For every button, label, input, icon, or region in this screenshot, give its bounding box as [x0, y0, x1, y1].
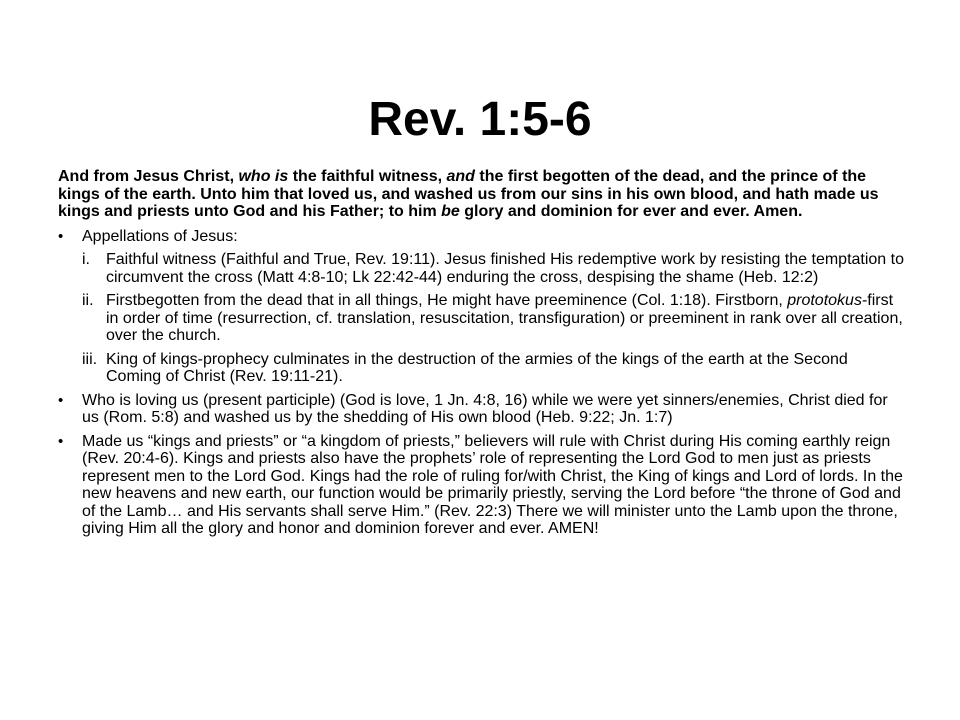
bullet-dot-icon: •: [58, 227, 64, 245]
appellation-item: [82, 292, 904, 345]
scripture-verse: [58, 168, 904, 221]
item-number: ii.: [82, 292, 94, 309]
appellation-item: [82, 251, 904, 286]
bullet-text: Who is loving us (present participle) (God is love, 1 Jn. 4:8, 16) while we were yet sinners/enemies, Christ died for us (Rom. 5:8) and washed us by the shedding of His own blood (Heb. 9:22; Jn. 1:7): [82, 391, 888, 426]
bullet-list: [58, 228, 904, 538]
verse-text: And from Jesus Christ,: [58, 168, 239, 185]
item-number: iii.: [82, 350, 98, 368]
verse-text: the first begotten of the dead, and the prince of the kings of the earth. Unto him that loved us, and washed us from our sins in his own blood, and hath made us kings and priests unto God and his Father; to him: [58, 168, 879, 220]
item-number: i.: [82, 251, 90, 268]
item-text: Faithful witness (Faithful and True, Rev. 19:11). Jesus finished His redemptive work by resisting the temptation to circumvent the cross (Matt 4:8-10; Lk 22:42-44) enduring the cross, despising the shame (Heb. 12:2): [106, 251, 904, 286]
bullet-dot-icon: •: [58, 391, 64, 409]
item-text: -first in order of time (resurrection, cf. translation, resuscitation, transfiguration) or preeminent in rank over all creation, over the church.: [106, 292, 903, 344]
item-italic: prototokus: [787, 292, 862, 309]
slide-content: [58, 168, 904, 544]
appellations-list: [82, 251, 904, 386]
bullet-kings-priests: [58, 433, 904, 538]
slide-title: Rev. 1:5-6: [368, 93, 592, 147]
appellation-item: [82, 351, 904, 386]
item-text: Firstbegotten from the dead that in all things, He might have preeminence (Col. 1:18). Firstborn,: [106, 292, 788, 309]
bullet-text: Appellations of Jesus:: [82, 227, 238, 245]
verse-text: glory and dominion for ever and ever. Amen.: [459, 203, 803, 220]
bullet-loving-us: [58, 392, 904, 427]
verse-italic: and: [446, 168, 475, 185]
item-text: King of kings-prophecy culminates in the destruction of the armies of the kings of the earth at the Second Coming of Christ (Rev. 19:11-21).: [106, 350, 848, 385]
verse-italic: be: [441, 203, 460, 220]
verse-text: the faithful witness,: [288, 168, 447, 185]
bullet-dot-icon: •: [58, 432, 64, 450]
bullet-text: Made us “kings and priests” or “a kingdom of priests,” believers will rule with Christ during His coming earthly reign (Rev. 20:4-6). Kings and priests also have the prophets’ role of representing the Lord God to men just as priests represent men to the Lord God. Kings had the role of ruling for/with Christ, the King of kings and Lord of lords. In the new heavens and new earth, our function would be primarily priestly, serving the Lord before “the throne of God and of the Lamb… and His servants shall serve Him.” (Rev. 22:3) There we will minister unto the Lamb upon the throne, giving Him all the glory and honor and dominion forever and ever. AMEN!: [82, 432, 903, 537]
verse-italic: who is: [238, 168, 289, 185]
bullet-appellations: [58, 228, 904, 386]
